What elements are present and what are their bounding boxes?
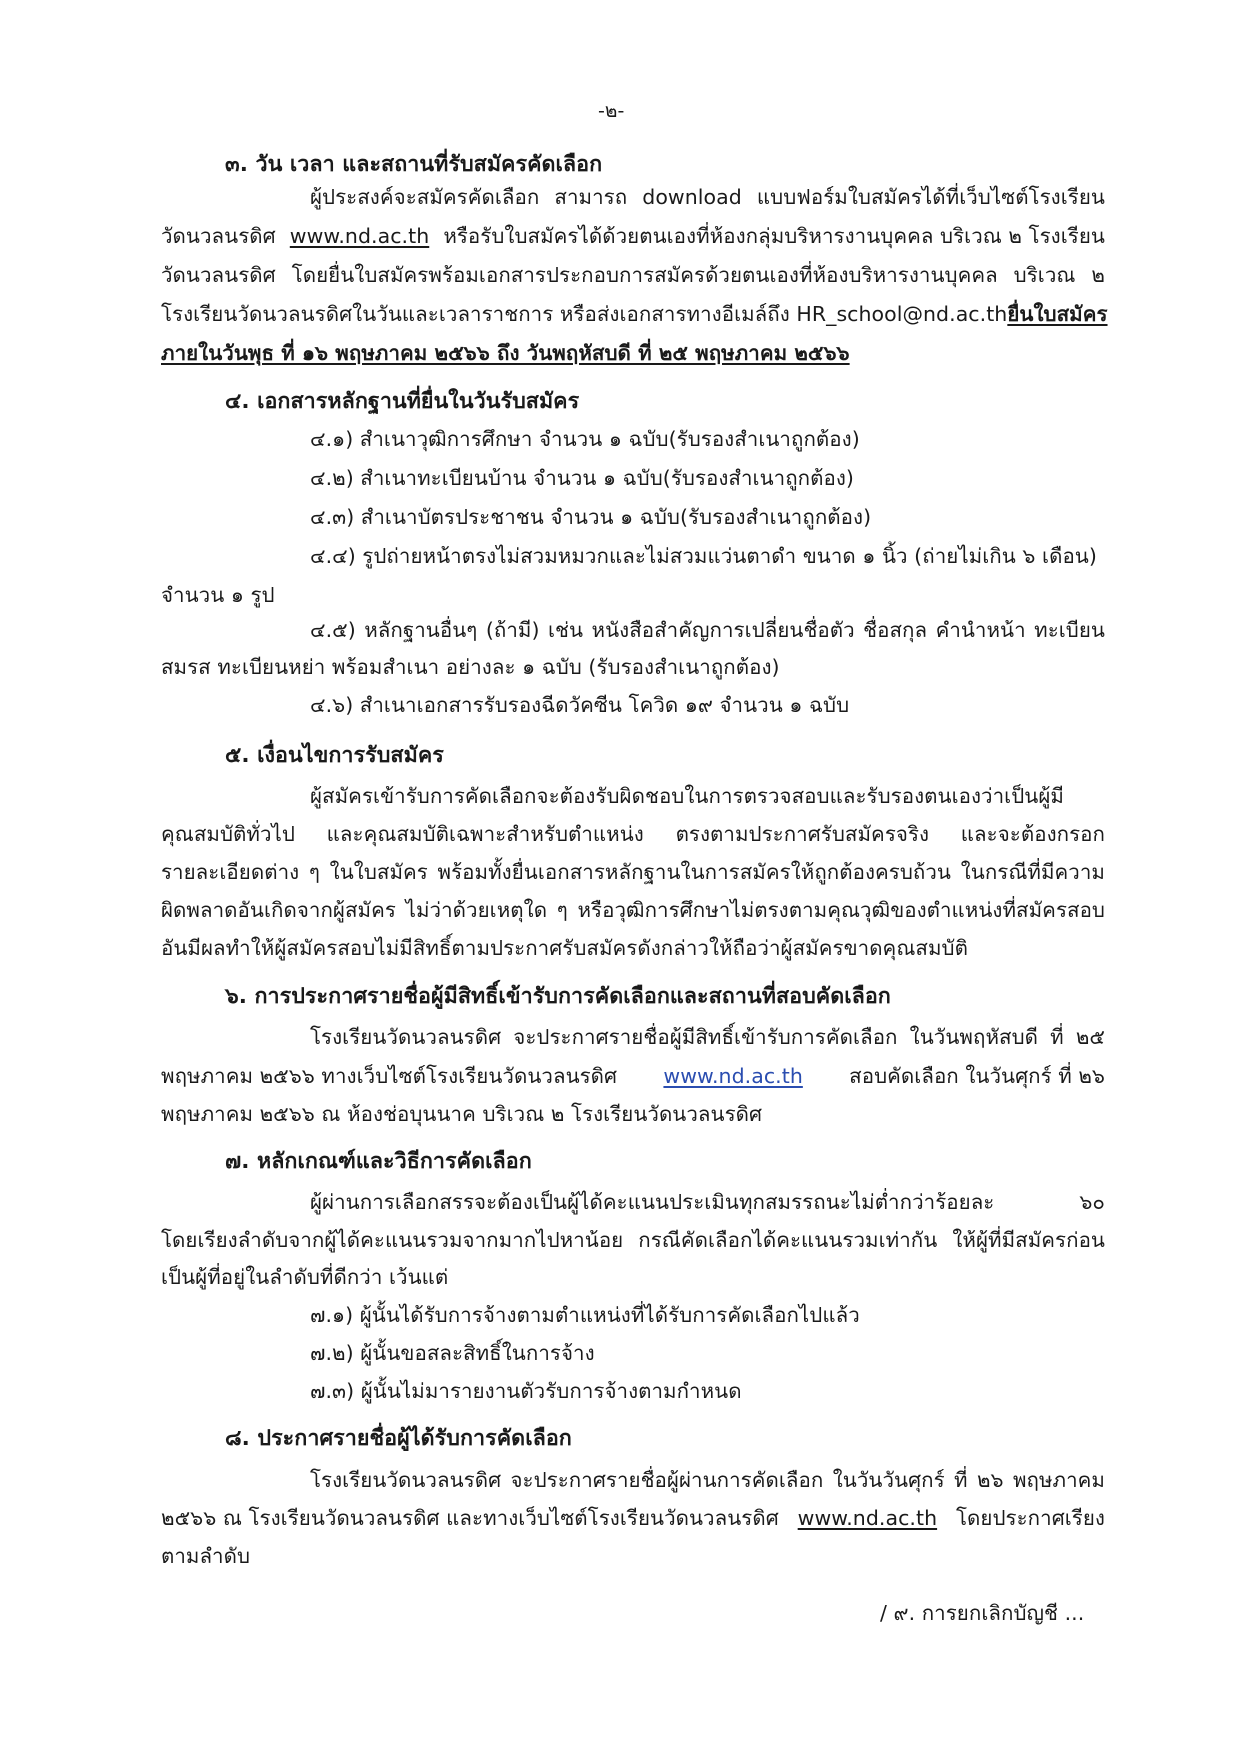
- school-website-link[interactable]: www.nd.ac.th: [289, 224, 430, 248]
- section-3-line-2-end: หรือรับใบสมัครได้ด้วยตนเองที่ห้องกลุ่มบริหารงานบุคคล บริเวณ ๒ โรงเรียน: [443, 224, 1105, 248]
- section-7-item-2: ๗.๒) ผู้นั้นขอสละสิทธิ์ในการจ้าง: [310, 1341, 595, 1365]
- section-6-line-3: พฤษภาคม ๒๕๖๖ ณ ห้องช่อบุนนาค บริเวณ ๒ โรงเรียนวัดนวลนรดิศ: [161, 1102, 763, 1126]
- section-5-heading: ๕. เงื่อนไขการรับสมัคร: [225, 743, 444, 768]
- section-8-line-2-start: ๒๕๖๖ ณ โรงเรียนวัดนวลนรดิศ และทางเว็บไซต์โรงเรียนวัดนวลนรดิศ: [161, 1506, 779, 1530]
- section-5-line-4: ผิดพลาดอันเกิดจากผู้สมัคร ไม่ว่าด้วยเหตุใด ๆ หรือวุฒิการศึกษาไม่ตรงตามคุณวุฒิของตำแหน่งที่สมัครสอบ: [161, 898, 1105, 922]
- section-8-line-1: โรงเรียนวัดนวลนรดิศ จะประกาศรายชื่อผู้ผ่านการคัดเลือก ในวันวันศุกร์ ที่ ๒๖ พฤษภาคม: [310, 1468, 1105, 1492]
- section-7-item-1: ๗.๑) ผู้นั้นได้รับการจ้างตามตำแหน่งที่ได้รับการคัดเลือกไปแล้ว: [310, 1303, 860, 1327]
- section-7-line-3: เป็นผู้ที่อยู่ในลำดับที่ดีกว่า เว้นแต่: [161, 1265, 449, 1289]
- section-4-item-4-cont: จำนวน ๑ รูป: [161, 583, 275, 607]
- section-3-line-3: วัดนวลนรดิศ โดยยื่นใบสมัครพร้อมเอกสารประกอบการสมัครด้วยตนเองที่ห้องบริหารงานบุคคล บริเวณ ๒: [161, 263, 1105, 287]
- section-3-deadline: ภายในวันพุธ ที่ ๑๖ พฤษภาคม ๒๕๖๖ ถึง วันพฤหัสบดี ที่ ๒๕ พฤษภาคม ๒๕๖๖: [161, 341, 850, 365]
- section-8-line-2: [161, 1503, 1105, 1533]
- section-8-line-3: ตามลำดับ: [161, 1544, 251, 1568]
- section-6-line-2-end: สอบคัดเลือก ในวันศุกร์ ที่ ๒๖: [849, 1064, 1105, 1088]
- section-8-heading: ๘. ประกาศรายชื่อผู้ได้รับการคัดเลือก: [225, 1426, 572, 1451]
- section-7-item-3: ๗.๓) ผู้นั้นไม่มารายงานตัวรับการจ้างตามกำหนด: [310, 1379, 742, 1403]
- school-website-link[interactable]: www.nd.ac.th: [797, 1506, 938, 1530]
- section-4-item-6: ๔.๖) สำเนาเอกสารรับรองฉีดวัคซีน โควิด ๑๙ จำนวน ๑ ฉบับ: [310, 693, 850, 717]
- section-6-line-1: โรงเรียนวัดนวลนรดิศ จะประกาศรายชื่อผู้มีสิทธิ์เข้ารับการคัดเลือก ในวันพฤหัสบดี ที่ ๒๕: [310, 1025, 1105, 1049]
- section-5-line-5: อันมีผลทำให้ผู้สมัครสอบไม่มีสิทธิ์ตามประกาศรับสมัครดังกล่าวให้ถือว่าผู้สมัครขาดคุณสมบัติ: [161, 936, 968, 960]
- section-6-line-2: [161, 1061, 1105, 1091]
- section-7-line-2: โดยเรียงลำดับจากผู้ได้คะแนนรวมจากมากไปหาน้อย กรณีคัดเลือกได้คะแนนรวมเท่ากัน ให้ผู้ที่มีสมัครก่อน: [161, 1228, 1105, 1252]
- page-number: -๒-: [598, 100, 625, 122]
- section-3-heading: ๓. วัน เวลา และสถานที่รับสมัครคัดเลือก: [225, 152, 603, 177]
- section-3-line-4: [161, 299, 1108, 329]
- section-3-line-2: [161, 221, 1105, 251]
- section-4-item-3: ๔.๓) สำเนาบัตรประชาชน จำนวน ๑ ฉบับ(รับรองสำเนาถูกต้อง): [310, 505, 872, 529]
- section-5-line-2: คุณสมบัติทั่วไป และคุณสมบัติเฉพาะสำหรับตำแหน่ง ตรงตามประกาศรับสมัครจริง และจะต้องกรอก: [161, 822, 1105, 846]
- section-5-line-1: ผู้สมัครเข้ารับการคัดเลือกจะต้องรับผิดชอบในการตรวจสอบและรับรองตนเองว่าเป็นผู้มี: [310, 784, 1064, 808]
- section-3-line-2-start: วัดนวลนรดิศ: [161, 224, 276, 248]
- section-4-item-5-cont: สมรส ทะเบียนหย่า พร้อมสำเนา อย่างละ ๑ ฉบับ (รับรองสำเนาถูกต้อง): [161, 655, 780, 679]
- section-8-line-2-end: โดยประกาศเรียง: [956, 1506, 1105, 1530]
- section-4-item-2: ๔.๒) สำเนาทะเบียนบ้าน จำนวน ๑ ฉบับ(รับรองสำเนาถูกต้อง): [310, 466, 854, 490]
- section-6-heading: ๖. การประกาศรายชื่อผู้มีสิทธิ์เข้ารับการคัดเลือกและสถานที่สอบคัดเลือก: [225, 984, 891, 1009]
- section-4-item-5: ๔.๕) หลักฐานอื่นๆ (ถ้ามี) เช่น หนังสือสำคัญการเปลี่ยนชื่อตัว ชื่อสกุล คำนำหน้า ทะเบียน: [310, 618, 1105, 642]
- section-6-line-2-start: พฤษภาคม ๒๕๖๖ ทางเว็บไซต์โรงเรียนวัดนวลนรดิศ: [161, 1064, 618, 1088]
- section-3-line-1: ผู้ประสงค์จะสมัครคัดเลือก สามารถ download แบบฟอร์มใบสมัครได้ที่เว็บไซต์โรงเรียน: [310, 185, 1105, 209]
- section-7-heading: ๗. หลักเกณฑ์และวิธีการคัดเลือก: [225, 1149, 532, 1174]
- continuation-note: / ๙. การยกเลิกบัญชี ...: [880, 1601, 1085, 1625]
- section-3-email-text: โรงเรียนวัดนวลนรดิศในวันและเวลาราชการ หรือส่งเอกสารทางอีเมล์ถึง HR_school@nd.ac.th: [161, 302, 1008, 326]
- section-3-deadline-start: ยื่นใบสมัคร: [1007, 302, 1108, 326]
- section-4-item-1: ๔.๑) สำเนาวุฒิการศึกษา จำนวน ๑ ฉบับ(รับรองสำเนาถูกต้อง): [310, 427, 860, 451]
- section-4-item-4: ๔.๔) รูปถ่ายหน้าตรงไม่สวมหมวกและไม่สวมแว่นตาดำ ขนาด ๑ นิ้ว (ถ่ายไม่เกิน ๖ เดือน): [310, 544, 1097, 568]
- section-7-line-1: ผู้ผ่านการเลือกสรรจะต้องเป็นผู้ได้คะแนนประเมินทุกสมรรถนะไม่ต่ำกว่าร้อยละ ๖๐: [310, 1190, 1105, 1214]
- section-4-heading: ๔. เอกสารหลักฐานที่ยื่นในวันรับสมัคร: [225, 389, 580, 414]
- school-website-link[interactable]: www.nd.ac.th: [663, 1064, 803, 1088]
- section-5-line-3: รายละเอียดต่าง ๆ ในใบสมัคร พร้อมทั้งยื่นเอกสารหลักฐานในการสมัครให้ถูกต้องครบถ้วน ในกรณีที่มีความ: [161, 860, 1105, 884]
